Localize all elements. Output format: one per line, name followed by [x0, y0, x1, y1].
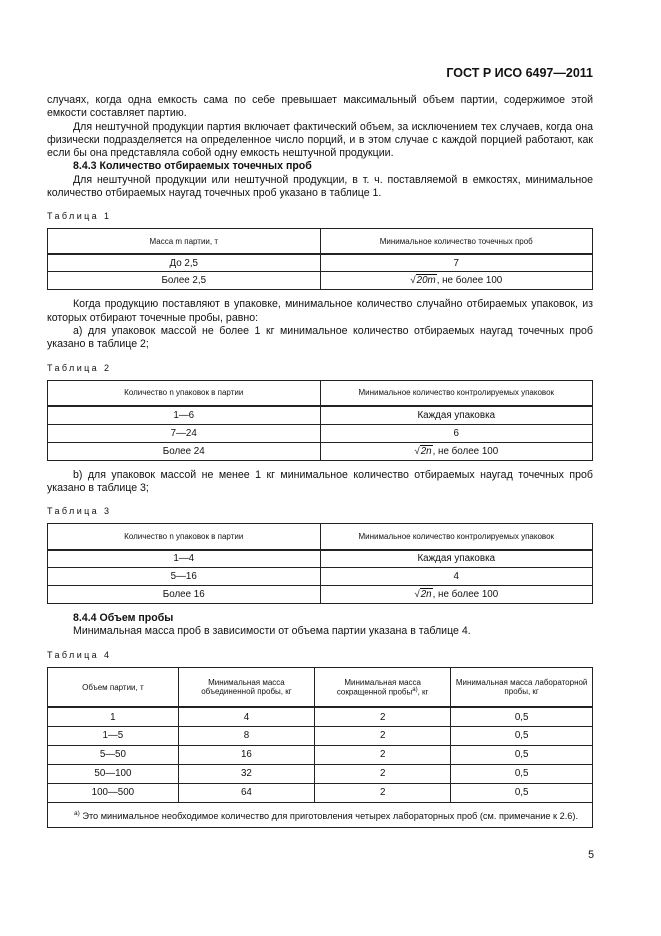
table-cell: Более 16 — [48, 586, 321, 604]
table-cell — [320, 442, 593, 460]
paragraph: случаях, когда одна емкость сама по себе превышает максимальный объем партии, содержимое этой емкости составляет партию. — [47, 94, 593, 120]
table-cell: 4 — [178, 707, 314, 726]
footnote-ref: а) — [412, 686, 418, 693]
document-body — [47, 94, 593, 828]
table-cell: 1—4 — [48, 550, 321, 568]
table-cell: 0,5 — [451, 745, 593, 764]
formula-radicand: 20m — [416, 275, 436, 287]
formula-suffix: , не более 100 — [436, 275, 503, 287]
table-caption: Таблица 2 — [47, 362, 112, 373]
table-4 — [47, 667, 593, 828]
table-cell: 2 — [315, 764, 451, 783]
table-cell: 5—50 — [48, 745, 179, 764]
table-row — [48, 568, 593, 586]
table-caption: Таблица 1 — [47, 211, 112, 222]
table-header: Минимальное количество точечных проб — [320, 229, 593, 254]
table-row — [48, 745, 593, 764]
table-row — [48, 707, 593, 726]
table-header — [315, 667, 451, 707]
table-cell — [320, 272, 593, 290]
header-text: , кг — [417, 687, 429, 697]
table-row — [48, 254, 593, 272]
table-cell: 7 — [320, 254, 593, 272]
table-row — [48, 550, 593, 568]
table-cell: 2 — [315, 707, 451, 726]
table-cell: Более 24 — [48, 442, 321, 460]
section-heading: 8.4.3 Количество отбираемых точечных проб — [73, 160, 312, 173]
table-row — [48, 406, 593, 424]
table-cell: 8 — [178, 726, 314, 745]
sqrt-formula: √2n — [414, 589, 432, 601]
paragraph: Когда продукцию поставляют в упаковке, минимальное количество случайно отбираемых упаковок, из которых отбирают точечные пробы, равно: — [47, 298, 593, 324]
table-1 — [47, 228, 593, 290]
table-cell: Каждая упаковка — [320, 550, 593, 568]
formula-radicand: 2n — [420, 589, 432, 601]
paragraph: b) для упаковок массой не менее 1 кг минимальное количество отбираемых наугад точечных проб указано в таблице 3; — [47, 468, 593, 494]
sqrt-formula: √20m — [410, 275, 436, 287]
paragraph: а) для упаковок массой не более 1 кг минимальное количество отбираемых наугад точечных проб указано в таблице 2; — [47, 324, 593, 351]
table-header: Минимальное количество контролируемых упаковок — [320, 380, 593, 406]
table-cell: Каждая упаковка — [320, 406, 593, 424]
table-cell: 1—6 — [48, 406, 321, 424]
table-cell: 0,5 — [451, 707, 593, 726]
table-caption: Таблица 4 — [47, 649, 112, 660]
table-row — [48, 783, 593, 802]
table-header: Минимальная масса лабораторной пробы, кг — [451, 667, 593, 707]
table-cell: Более 2,5 — [48, 272, 321, 290]
table-row — [48, 764, 593, 783]
table-row — [48, 442, 593, 460]
table-cell: 2 — [315, 783, 451, 802]
footnote-text: Это минимальное необходимое количество для приготовления четырех лабораторных проб (см. примечание к 2.6). — [82, 810, 579, 821]
table-cell: 2 — [315, 745, 451, 764]
table-header: Количество n упаковок в партии — [48, 380, 321, 406]
table-3 — [47, 523, 593, 604]
section-heading: 8.4.4 Объем пробы — [73, 612, 174, 625]
page-number: 5 — [588, 849, 594, 861]
table-footnote — [48, 802, 593, 827]
table-header: Объем партии, т — [48, 667, 179, 707]
table-2 — [47, 380, 593, 461]
table-cell: 1—5 — [48, 726, 179, 745]
table-row — [48, 586, 593, 604]
table-cell: 7—24 — [48, 424, 321, 442]
table-cell: 50—100 — [48, 764, 179, 783]
table-cell: 100—500 — [48, 783, 179, 802]
table-cell: 0,5 — [451, 764, 593, 783]
sqrt-formula: √2n — [414, 445, 432, 457]
table-cell: 5—16 — [48, 568, 321, 586]
table-row — [48, 726, 593, 745]
formula-suffix: , не более 100 — [432, 445, 499, 457]
table-cell: 4 — [320, 568, 593, 586]
table-header: Минимальное количество контролируемых упаковок — [320, 524, 593, 550]
table-row — [48, 424, 593, 442]
table-cell: 2 — [315, 726, 451, 745]
header-text: Минимальная масса сокращенной пробы — [336, 677, 421, 697]
formula-suffix: , не более 100 — [432, 589, 499, 601]
paragraph: Минимальная масса проб в зависимости от объема партии указана в таблице 4. — [73, 625, 471, 638]
table-cell: 16 — [178, 745, 314, 764]
table-cell — [320, 586, 593, 604]
table-header: Количество n упаковок в партии — [48, 524, 321, 550]
table-cell: 6 — [320, 424, 593, 442]
table-row — [48, 272, 593, 290]
table-header: Минимальная масса объединенной пробы, кг — [178, 667, 314, 707]
paragraph: Для нештучной продукции партия включает фактический объем, за исключением тех случаев, когда она физически подразделяется на определенное число порций, и в этом случае с каждой порцией работают, как если бы она представляла собой одну емкость нештучной продукции. — [47, 120, 593, 160]
document-header: ГОСТ Р ИСО 6497—2011 — [446, 66, 593, 80]
table-caption: Таблица 3 — [47, 506, 112, 517]
table-cell: 64 — [178, 783, 314, 802]
table-cell: 32 — [178, 764, 314, 783]
table-cell: 1 — [48, 707, 179, 726]
footnote-mark: а) — [74, 809, 80, 817]
table-cell: 0,5 — [451, 726, 593, 745]
formula-radicand: 2n — [420, 445, 432, 457]
table-header: Масса m партии, т — [48, 229, 321, 254]
paragraph: Для нештучной продукции или нештучной продукции, в т. ч. поставляемой в емкостях, минимальное количество отбираемых наугад точечных проб указано в таблице 1. — [47, 173, 593, 200]
table-cell: 0,5 — [451, 783, 593, 802]
table-cell: До 2,5 — [48, 254, 321, 272]
